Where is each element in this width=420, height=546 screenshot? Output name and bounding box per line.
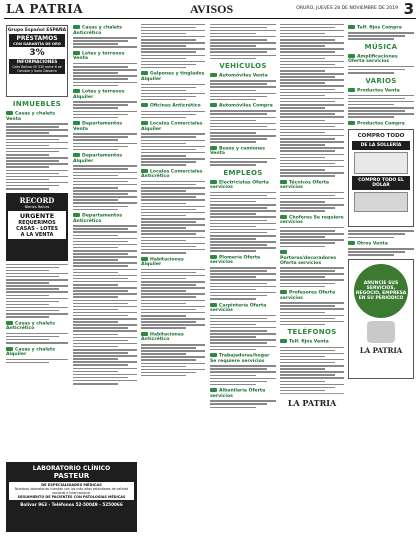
category-heading: Locales Comerciales Anticrético [141,169,203,180]
section-title: AVISOS [190,2,234,16]
land-icon [73,89,80,93]
category-heading: Lotes y terrenos Venta [73,51,125,62]
credit-sub: CON GARANTÍA DE ORO [13,42,61,46]
building-icon [73,121,80,125]
category-heading: Casas y chalets Anticrético [6,321,55,332]
category-heading: Oficinas Anticrético [141,103,205,109]
box-icon [348,88,355,92]
pipe-icon [210,255,217,259]
category-heading: Amplificaciones Oferta servicios [348,54,398,65]
lab-name: PASTEUR [53,472,90,480]
record-sub: Bienes Raíces [24,204,50,209]
category-heading: Galpones y tinglados Alquiler [141,71,205,82]
compro-line-3: COMPRO TODO EL DÓLAR [358,178,404,189]
compro-line-2: DE LA SOLLERÍA [360,143,402,149]
courier-illustration [367,321,395,343]
category-heading: Locales Comerciales Alquiler [141,121,203,132]
section-vehiculos: VEHÍCULOS [219,62,267,71]
section-varios: VARIOS [365,76,397,85]
lab-sub: DE ESPECIALIDADES MÉDICAS [41,483,102,487]
category-heading: Telf. fijos Venta [280,339,344,345]
credit-brand: Grupo Español ESPAÑA [7,28,67,33]
land-icon [73,51,80,55]
section-empleos: EMPLEOS [223,168,263,177]
category-heading: Electricistas Oferta servicios [210,180,269,191]
house-icon [6,347,13,351]
column-6 [348,22,414,540]
category-heading: Porteros/decoradores Oferta servicios [280,250,344,266]
car-icon [210,73,217,77]
lab-body: Nuestros laboratorios cuentan con los más altos estándares de calidad nacional e internacional. [14,487,129,495]
credit-address: Calle Bolívar Nº 520 entre 6 de Octubre y Soria Galvarro [12,65,62,73]
category-heading: Habitaciones Anticrético [141,332,184,343]
footer-logo: LA PATRIA [287,398,337,409]
laboratorio-ad [6,462,137,532]
section-inmuebles: INMUEBLES [12,100,62,108]
category-heading: Habitaciones Alquiler [141,257,184,268]
steering-icon [280,215,287,219]
store-icon [141,169,148,173]
lab-title: LABORATORIO CLÍNICO [32,465,111,472]
category-heading: Otros Venta [348,241,414,247]
category-heading: Casas y chalets Venta [6,111,55,122]
category-heading: Choferes Se requiere servicios [280,215,344,226]
car-icon [210,103,217,107]
store-icon [141,121,148,125]
newspaper-logo: LA PATRIA [6,2,84,16]
category-heading: Albañilería Oferta servicios [210,388,266,399]
record-line-4: A LA VENTA [20,231,54,238]
warehouse-icon [141,71,148,75]
column-5 [280,22,344,540]
compro-ad [348,129,414,227]
phone-icon [348,25,355,29]
record-line-1: URGENTE [19,211,55,220]
category-heading: Telf. fijos Compra [348,25,414,31]
record-ad [6,193,68,261]
lab-contact: Bolívar 963 - Teléfonos 52-50049 - 5250066 [20,502,123,507]
building-icon [73,153,80,157]
credit-rate: 3% [29,48,45,58]
paint-icon [280,250,287,254]
building-icon [73,213,80,217]
house-icon [73,25,80,29]
category-heading: Trabajadoras/hogar Se requiere servicios [210,353,270,364]
box-icon [348,121,355,125]
credit-ad [6,25,68,97]
room-icon [141,257,148,261]
section-musica: MÚSICA [364,42,398,51]
plug-icon [210,180,217,184]
anuncie-brand: LA PATRIA [359,345,403,355]
brick-icon [210,388,217,392]
record-line-3: CASAS - LOTES [16,225,58,232]
record-line-2: REQUERIMOS [18,219,56,226]
category-heading: Automóviles Venta [210,73,276,79]
jewelry-image [354,152,408,174]
column-3 [141,22,205,540]
tools-icon [280,180,287,184]
dollar-image [354,192,408,212]
column-2 [73,22,137,460]
office-icon [141,103,148,107]
truck-icon [210,146,217,150]
phone-icon [280,339,287,343]
house-icon [6,111,13,115]
column-4 [210,22,276,540]
category-heading: Departamentos Venta [73,121,123,132]
category-heading: Profesores Oferta servicios [280,290,336,301]
category-heading: Casas y chalets Anticrético [73,25,122,36]
lab-seg: SEGUIMIENTO DE PACIENTES CON PATOLOGÍAS MÉDICAS [17,495,126,499]
category-heading: Carpintería Oferta servicios [210,303,267,313]
page-number: 3 [403,0,414,18]
house-icon [6,321,13,325]
broom-icon [210,353,217,357]
record-brand: RECORD [19,195,55,205]
anuncie-circle: ANUNCIE SUS SERVICIOS, NEGOCIO, EMPRESA EN SU PERIÓDICO [354,264,408,318]
section-telefonos: TELÉFONOS [287,328,337,337]
category-heading: Productos Venta [348,88,414,94]
category-heading: Buses y camiones Venta [210,146,266,157]
credit-title: PRÉSTAMOS [16,35,58,42]
category-heading: Automóviles Compra [210,103,276,109]
category-heading: Técnicos Oferta servicios [280,180,329,191]
date-line: ORURO, JUEVES 28 DE NOVIEMBRE DE 2019 [296,6,398,11]
anuncie-ad [348,259,414,379]
room-icon [141,332,148,336]
credit-info: INFORMACIONES [16,60,58,65]
category-heading: Casas y chalets Alquiler [6,347,55,358]
saw-icon [210,303,217,307]
category-heading: Lotes y terrenos Alquiler [73,89,125,100]
speaker-icon [348,54,355,58]
tag-icon [348,241,355,245]
book-icon [280,290,287,294]
category-heading: Departamentos Anticrético [73,213,123,224]
category-heading: Productos Compra [348,121,414,127]
compro-line-1: COMPRO TODO [357,133,405,140]
page-header [4,2,416,19]
category-heading: Departamentos Alquiler [73,153,123,164]
category-heading: Plomería Oferta servicios [210,255,261,266]
